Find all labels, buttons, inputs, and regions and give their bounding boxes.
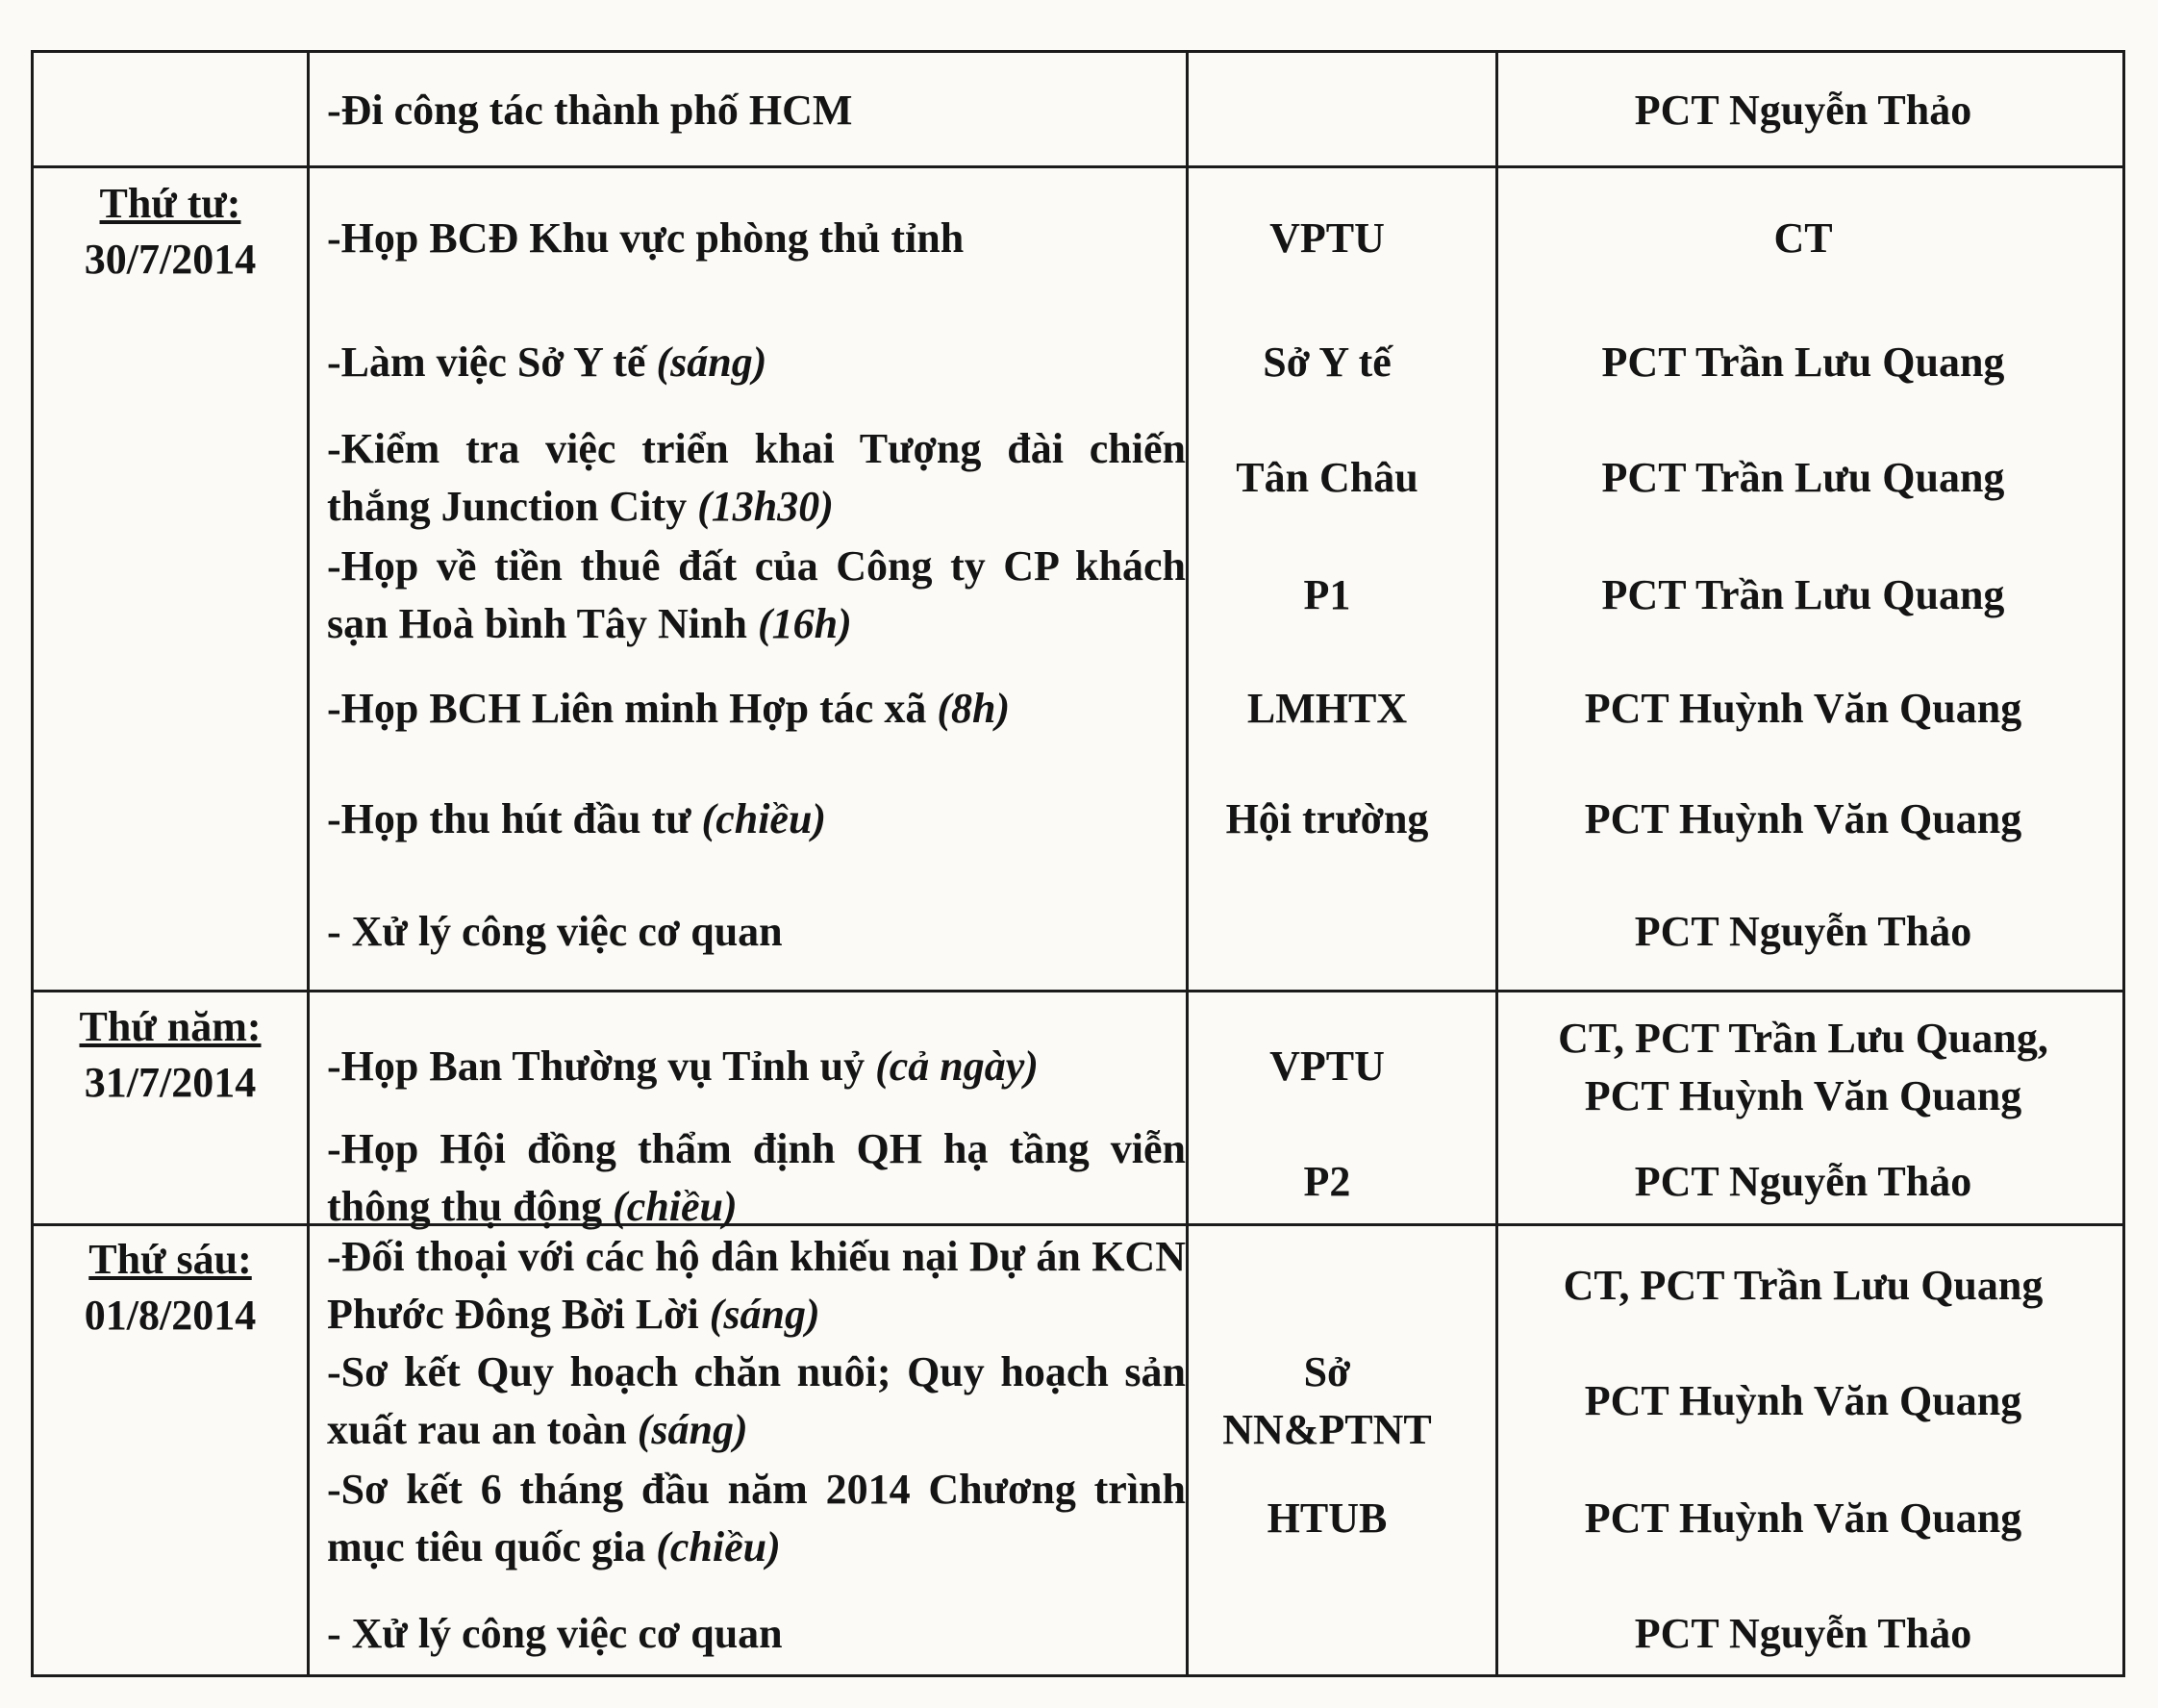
place-text: LMHTX — [1246, 685, 1408, 732]
place-text: Sở Y tế — [1263, 339, 1392, 386]
activity-text: -Họp thu hút đầu tư (chiều) — [327, 795, 827, 842]
activity-text: -Đi công tác thành phố HCM — [327, 87, 853, 134]
place-text: NN&PTNT — [1222, 1406, 1432, 1453]
person-text: CT — [1773, 214, 1833, 262]
activity-text: -Họp Ban Thường vụ Tỉnh uỷ (cả ngày) — [327, 1042, 1039, 1090]
place-text: P1 — [1303, 571, 1351, 618]
column-divider — [1495, 53, 1498, 1674]
day-cell — [34, 1232, 307, 1344]
activity-text: -Kiểm tra việc triển khai Tượng đài chiến thắng Junction City (13h30) — [327, 425, 1186, 530]
activity-text: -Họp Hội đồng thẩm định QH hạ tầng viễn thông thụ động (chiều) — [327, 1125, 1186, 1230]
day-name: Thứ năm: — [79, 1003, 262, 1050]
person-text: PCT Nguyễn Thảo — [1634, 908, 1972, 955]
activity-text: - Xử lý công việc cơ quan — [327, 908, 783, 955]
person-text: PCT Nguyễn Thảo — [1634, 87, 1972, 134]
place-text: P2 — [1303, 1158, 1351, 1205]
day-date: 30/7/2014 — [84, 236, 257, 283]
place-text: VPTU — [1269, 1042, 1385, 1090]
day-date: 01/8/2014 — [84, 1292, 257, 1339]
schedule-table — [31, 50, 2125, 1677]
person-text: PCT Huỳnh Văn Quang — [1584, 1377, 2022, 1424]
place-text: Sở — [1303, 1348, 1351, 1395]
activity-text: -Đối thoại với các hộ dân khiếu nại Dự án KCN Phước Đông Bời Lời (sáng) — [327, 1233, 1186, 1338]
person-text: CT, PCT Trần Lưu Quang, — [1558, 1015, 2048, 1062]
person-text: PCT Trần Lưu Quang — [1601, 454, 2005, 501]
day-cell — [34, 176, 307, 288]
person-text: PCT Huỳnh Văn Quang — [1584, 795, 2022, 842]
activity-text: - Xử lý công việc cơ quan — [327, 1610, 783, 1657]
activity-text: -Họp về tiền thuê đất của Công ty CP khách sạn Hoà bình Tây Ninh (16h) — [327, 542, 1186, 647]
person-text: PCT Trần Lưu Quang — [1601, 571, 2005, 618]
place-text: HTUB — [1267, 1494, 1388, 1542]
activity-text: -Họp BCĐ Khu vực phòng thủ tỉnh — [327, 214, 965, 262]
day-cell — [34, 999, 307, 1111]
place-text: Hội trường — [1225, 795, 1429, 842]
activity-text: -Sơ kết Quy hoạch chăn nuôi; Quy hoạch sản xuất rau an toàn (sáng) — [327, 1348, 1186, 1453]
activity-text: -Họp BCH Liên minh Hợp tác xã (8h) — [327, 685, 1011, 732]
activity-text: -Làm việc Sở Y tế (sáng) — [327, 339, 767, 386]
day-name: Thứ sáu: — [88, 1236, 252, 1283]
person-text: PCT Huỳnh Văn Quang — [1584, 1072, 2022, 1119]
person-text: PCT Nguyễn Thảo — [1634, 1610, 1972, 1657]
person-text: PCT Huỳnh Văn Quang — [1584, 1494, 2022, 1542]
activity-text: -Sơ kết 6 tháng đầu năm 2014 Chương trình mục tiêu quốc gia (chiều) — [327, 1466, 1186, 1570]
person-text: CT, PCT Trần Lưu Quang — [1563, 1262, 2044, 1309]
person-text: PCT Trần Lưu Quang — [1601, 339, 2005, 386]
row-divider — [34, 165, 2122, 168]
row-divider — [34, 990, 2122, 992]
place-text: VPTU — [1269, 214, 1385, 262]
person-text: PCT Huỳnh Văn Quang — [1584, 685, 2022, 732]
day-name: Thứ tư: — [99, 180, 241, 227]
column-divider — [307, 53, 310, 1674]
day-date: 31/7/2014 — [84, 1059, 257, 1106]
person-text: PCT Nguyễn Thảo — [1634, 1158, 1972, 1205]
place-text: Tân Châu — [1236, 454, 1418, 501]
